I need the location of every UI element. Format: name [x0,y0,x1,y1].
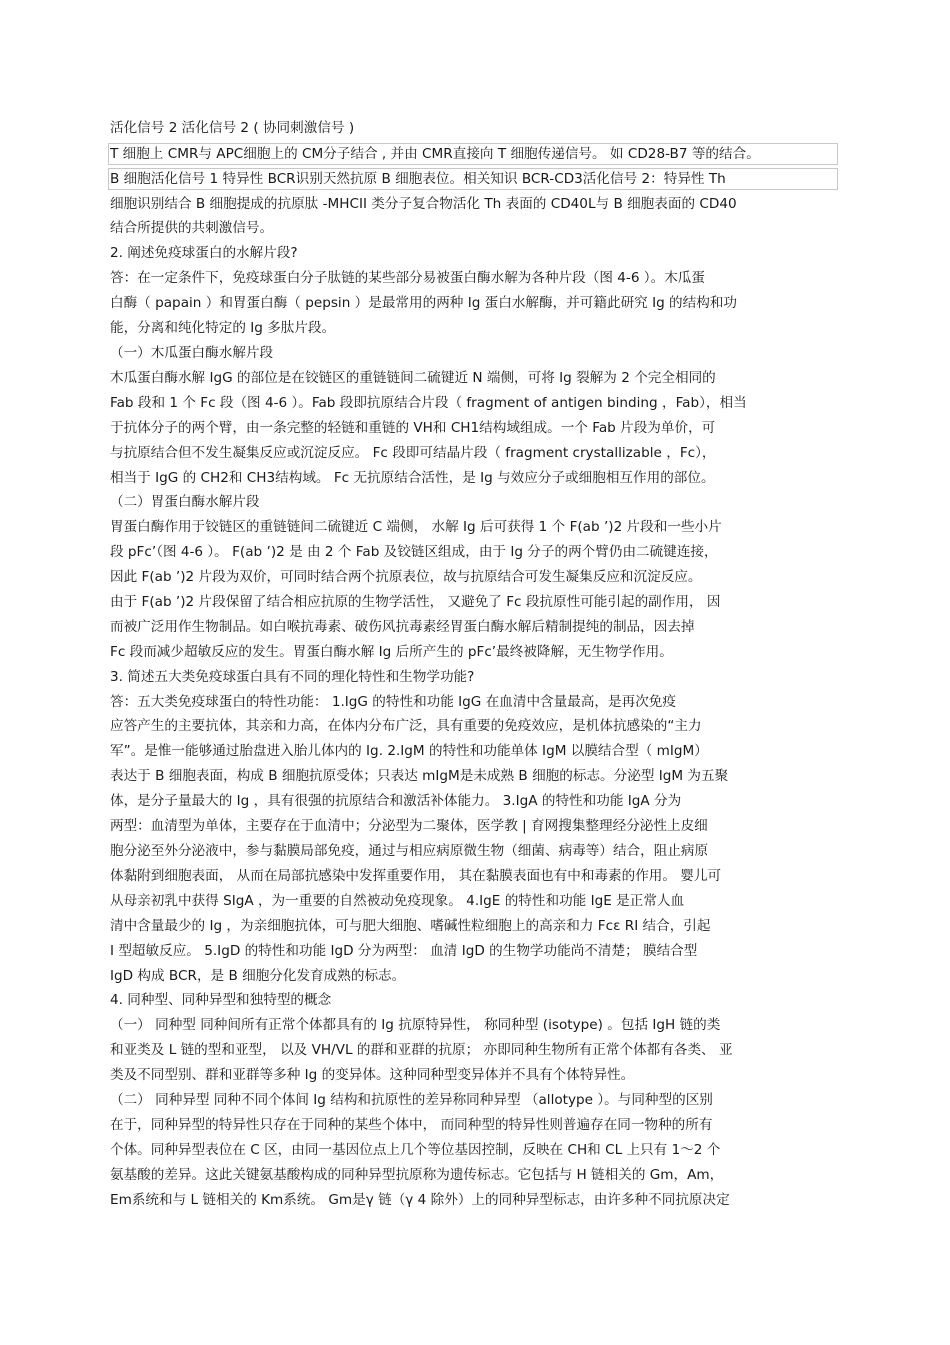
text-line: 在于，同种异型的特异性只存在于同种的某些个体中， 而同种型的特异性则普遍存在同一物种的所有 [110,1117,713,1133]
question-heading: 2. 阐述免疫球蛋白的水解片段? [110,245,298,261]
text-line: 军”。是惟一能够通过胎盘进入胎儿体内的 Ig. 2.IgM 的特性和功能单体 IgM 以膜结合型（ mIgM） [110,743,708,759]
text-line: 答：在一定条件下，免疫球蛋白分子肽链的某些部分易被蛋白酶水解为各种片段（图 4-6 ）。木瓜蛋 [110,270,705,286]
text-line: 活化信号 2 活化信号 2 ( 协同刺激信号 ) [110,120,355,136]
question-heading: 3. 简述五大类免疫球蛋白具有不同的理化特性和生物学功能? [110,669,475,685]
text-line: 答：五大类免疫球蛋白的特性功能： 1.IgG 的特性和功能 IgG 在血清中含量最高，是再次免疫 [110,694,676,710]
text-line: 胃蛋白酶作用于铰链区的重链链间二硫键近 C 端侧， 水解 Ig 后可获得 1 个 F(ab ’)2 片段和一些小片 [110,519,722,535]
text-line: 由于 F(ab ’)2 片段保留了结合相应抗原的生物学活性， 又避免了 Fc 段抗原性可能引起的副作用， 因 [110,594,721,610]
text-line: 表达于 B 细胞表面，构成 B 细胞抗原受体；只表达 mIgM是未成熟 B 细胞的标志。分泌型 IgM 为五聚 [110,768,729,784]
text-line: 个体。同种异型表位在 C 区，由同一基因位点上几个等位基因控制，反映在 CH和 CL 上只有 1～2 个 [110,1142,721,1158]
text-line: 和亚类及 L 链的型和亚型， 以及 VH/VL 的群和亚群的抗原； 亦即同种生物所有正常个体都有各类、 亚 [110,1042,733,1058]
text-line: 白酶（ papain ）和胃蛋白酶（ pepsin ）是最常用的两种 Ig 蛋白水解酶，并可籍此研究 Ig 的结构和功 [110,295,738,311]
text-line: B 细胞活化信号 1 特异性 BCR识别天然抗原 B 细胞表位。相关知识 BCR-CD3活化信号 2：特异性 Th [110,171,726,187]
text-line: 类及不同型别、群和亚群等多种 Ig 的变异体。这种同种型变异体并不具有个体特异性。 [110,1067,635,1083]
text-line: 体，是分子量最大的 Ig ，具有很强的抗原结合和激活补体能力。 3.IgA 的特性和功能 IgA 分为 [110,793,682,809]
text-line: 氨基酸的差异。这此关键氨基酸构成的同种异型抗原称为遗传标志。它包括与 H 链相关的 Gm，Am， [110,1167,724,1183]
text-line: Fab 段和 1 个 Fc 段（图 4-6 ）。Fab 段即抗原结合片段（ fragment of antigen binding ，Fab），相当 [110,395,747,411]
text-line: 因此 F(ab ’)2 片段为双价，可同时结合两个抗原表位，故与抗原结合可发生凝集反应和沉淀反应。 [110,569,702,585]
question-heading: 4. 同种型、同种异型和独特型的概念 [110,992,332,1008]
text-line: 清中含量最少的 Ig ，为亲细胞抗体，可与肥大细胞、嗜碱性粒细胞上的高亲和力 Fcε RI 结合，引起 [110,918,711,934]
text-line: 于抗体分子的两个臂，由一条完整的轻链和重链的 VH和 CH1结构域组成。一个 Fab 片段为单价，可 [110,420,716,436]
text-line: 与抗原结合但不发生凝集反应或沉淀反应。 Fc 段即可结晶片段（ fragment crystallizable ，Fc）， [110,445,716,461]
text-line: 段 pFc’（图 4-6 ）。 F(ab ’)2 是 由 2 个 Fab 及铰链区组成，由于 Ig 分子的两个臂仍由二硫键连接， [110,544,718,560]
text-line: （一） 同种型 同种间所有正常个体都具有的 Ig 抗原特异性， 称同种型 (isotype) 。包括 IgH 链的类 [110,1017,721,1033]
text-line: （二） 同种异型 同种不同个体间 Ig 结构和抗原性的差异称同种异型 （allotype ）。与同种型的区别 [110,1092,713,1108]
section-heading: （一）木瓜蛋白酶水解片段 [110,345,274,361]
text-line: 胞分泌至外分泌液中，参与黏膜局部免疫，通过与相应病原微生物（细菌、病毒等）结合，阻止病原 [110,843,709,859]
text-line: IgD 构成 BCR，是 B 细胞分化发育成熟的标志。 [110,968,406,984]
text-line: 相当于 IgG 的 CH2和 CH3结构域。 Fc 无抗原结合活性，是 Ig 与效应分子或细胞相互作用的部位。 [110,470,715,486]
text-line: 能，分离和纯化特定的 Ig 多肽片段。 [110,320,336,336]
text-line: 应答产生的主要抗体，其亲和力高，在体内分布广泛，具有重要的免疫效应，是机体抗感染的“主力 [110,718,702,734]
text-line: 木瓜蛋白酶水解 IgG 的部位是在铰链区的重链链间二硫键近 N 端侧，可将 Ig 裂解为 2 个完全相同的 [110,370,716,386]
text-line: 两型：血清型为单体，主要存在于血清中；分泌型为二聚体，医学教 | 育网搜集整理经分泌性上皮细 [110,818,708,834]
text-line: 细胞识别结合 B 细胞提成的抗原肽 -MHCII 类分子复合物活化 Th 表面的 CD40L与 B 细胞表面的 CD40 [110,196,737,212]
text-line: 而被广泛用作生物制品。如白喉抗毒素、破伤风抗毒素经胃蛋白酶水解后精制提纯的制品，因去掉 [110,619,695,635]
text-line: Em系统和与 L 链相关的 Km系统。 Gm是γ 链（γ 4 除外）上的同种异型标志，由许多种不同抗原决定 [110,1192,730,1208]
section-heading: （二）胃蛋白酶水解片段 [110,494,260,510]
text-line: 结合所提供的共刺激信号。 [110,220,274,236]
text-line: T 细胞上 CMR与 APC细胞上的 CM分子结合 , 并由 CMR直接向 T 细胞传递信号。 如 CD28-B7 等的结合。 [110,146,760,162]
text-line: 体黏附到细胞表面， 从而在局部抗感染中发挥重要作用， 其在黏膜表面也有中和毒素的作用。 婴儿可 [110,868,722,884]
text-line: Fc 段而减少超敏反应的发生。胃蛋白酶水解 Ig 后所产生的 pFc’最终被降解，无生物学作用。 [110,644,673,660]
text-line: 从母亲初乳中获得 SIgA ，为一重要的自然被动免疫现象。 4.IgE 的特性和功能 IgE 是正常人血 [110,893,685,909]
text-line: I 型超敏反应。 5.IgD 的特性和功能 IgD 分为两型： 血清 IgD 的生物学功能尚不清楚； 膜结合型 [110,943,698,959]
